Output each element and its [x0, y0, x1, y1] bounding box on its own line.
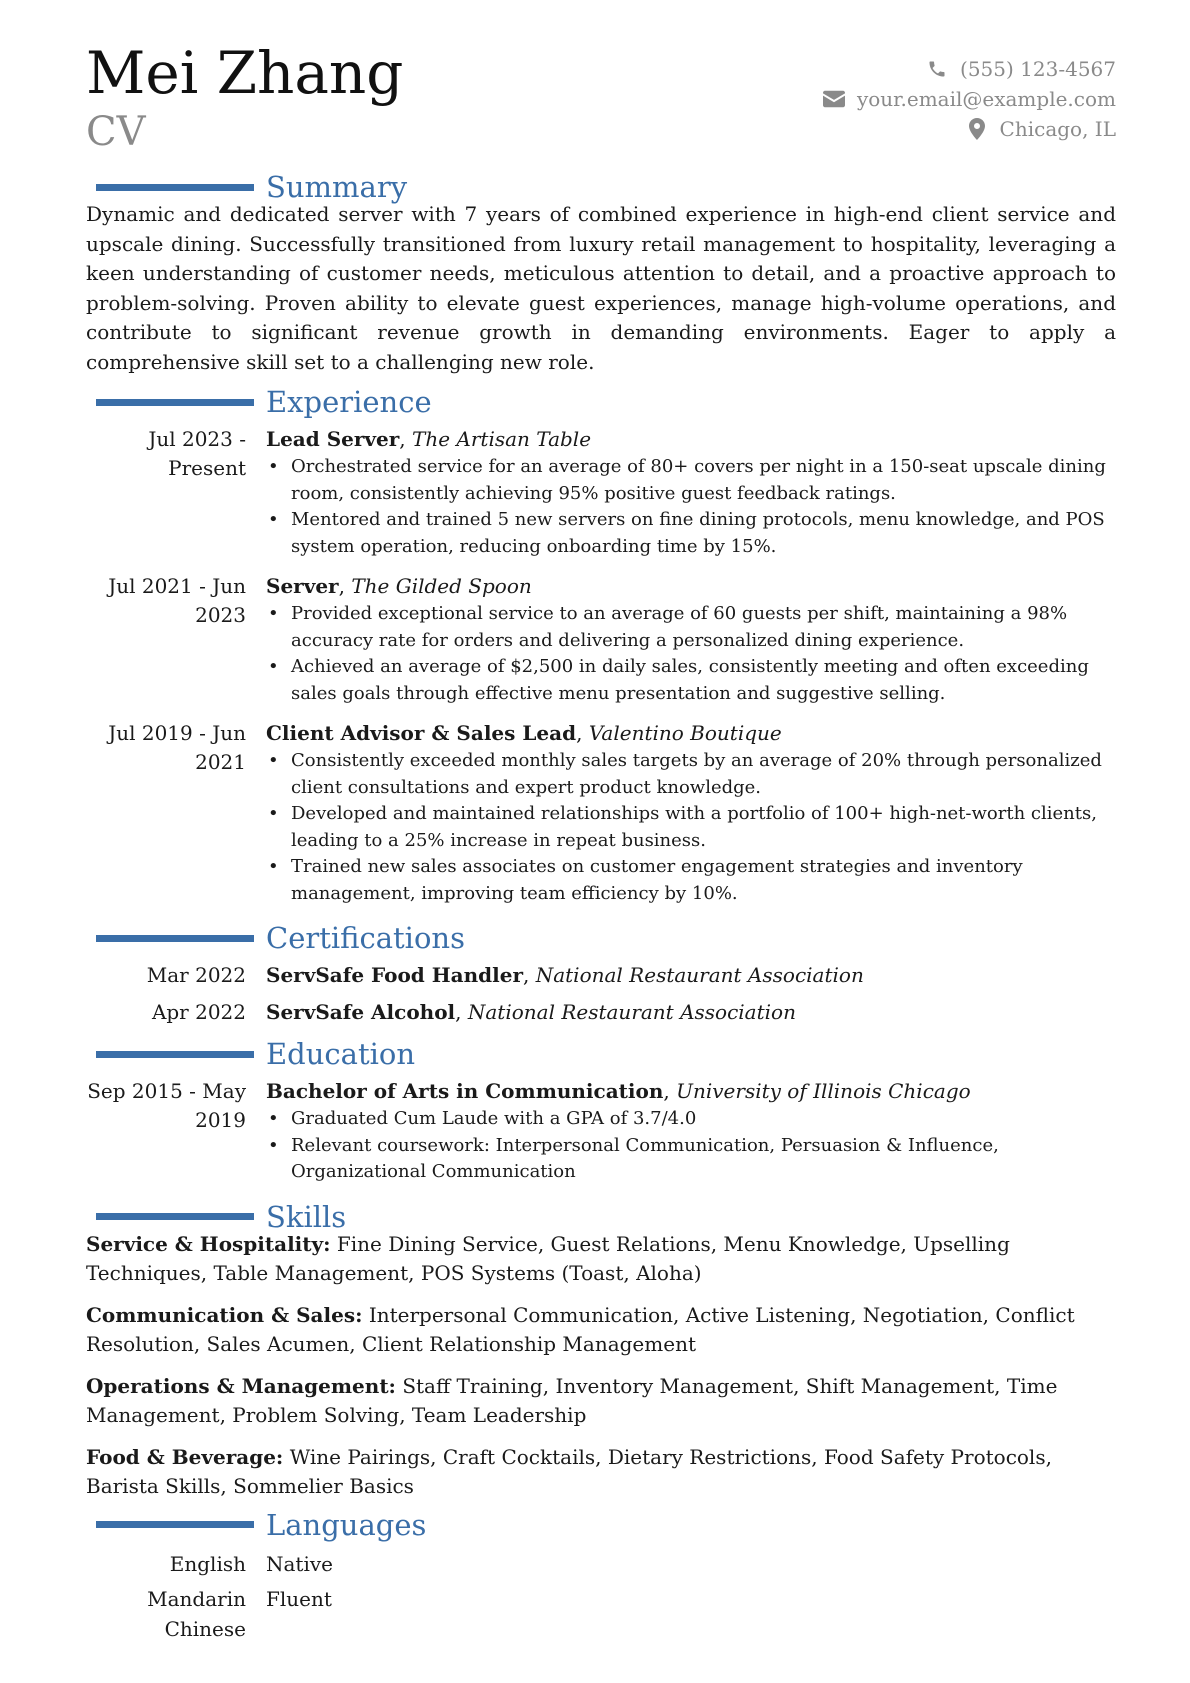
skill-group [86, 1301, 1116, 1360]
skill-label: Operations & Management: [86, 1373, 396, 1398]
entry-body [266, 1077, 1116, 1194]
section-title: Languages [266, 1507, 427, 1542]
cert-name: ServSafe Alcohol [266, 1000, 456, 1024]
experience-entry [86, 572, 1116, 715]
skills-list [86, 1230, 1116, 1502]
skill-label: Service & Hospitality: [86, 1231, 331, 1256]
entry-role: Lead Server [266, 427, 400, 451]
email-text[interactable]: your.email@example.com [856, 87, 1116, 111]
phone-text[interactable]: (555) 123-4567 [960, 57, 1116, 81]
header [86, 40, 1116, 164]
cert-org: National Restaurant Association [535, 963, 864, 987]
skill-group [86, 1443, 1116, 1502]
cert-date: Mar 2022 [146, 963, 246, 987]
bullet-item: • Trained new sales associates on customer engagement strategies and inventory management, improving team efficiency by 10%. [266, 854, 1116, 907]
entry-org: The Gilded Spoon [351, 574, 532, 598]
section-rule [96, 184, 254, 191]
section-title: Summary [266, 170, 408, 204]
skill-items: Fine Dining Service, Guest Relations, Menu Knowledge, Upselling Techniques, Table Management, POS Systems (Toast, Aloha) [86, 1231, 1010, 1285]
cert-org: National Restaurant Association [467, 1000, 796, 1024]
bullet-item: • Developed and maintained relationships with a portfolio of 100+ high-net-worth clients, leading to a 25% increase in repeat business. [266, 801, 1116, 854]
language-entry [86, 1550, 1116, 1580]
entry-org: The Artisan Table [412, 427, 592, 451]
entry-body [266, 425, 1116, 568]
entry-date: Sep 2015 - May 2019 [87, 1079, 246, 1132]
language-name: Mandarin Chinese [147, 1587, 246, 1641]
entry-role: Server [266, 574, 339, 598]
section-title: Certifications [266, 921, 465, 955]
section-rule [96, 399, 254, 406]
cert-title: ServSafe Alcohol, National Restaurant Association [266, 1000, 796, 1024]
section-title: Education [266, 1037, 416, 1071]
section-rule [96, 1213, 254, 1220]
section-title: Skills [266, 1199, 347, 1234]
envelope-icon [823, 88, 845, 110]
section-languages-heading [86, 1506, 1116, 1544]
summary-text: Dynamic and dedicated server with 7 years of combined experience in high-end client service and upscale dining. Successfully transitioned from luxury retail management to hospitality, leveraging a keen understanding of customer needs, meticulous attention to detail, and a proactive approach to problem-solving. Proven ability to elevate guest experiences, manage high-volume operations, and contribute to significant revenue growth in demanding environments. Eager to apply a comprehensive skill set to a challenging new role. [86, 202, 1116, 374]
entry-body [266, 572, 1116, 715]
certification-entry [86, 957, 1116, 994]
language-name: English [169, 1551, 246, 1576]
skill-group [86, 1372, 1116, 1431]
language-entry [86, 1585, 1116, 1644]
contact-location [823, 114, 1116, 144]
map-pin-icon [966, 118, 988, 140]
bullet-item: • Mentored and trained 5 new servers on fine dining protocols, menu knowledge, and POS system operation, reducing onboarding time by 15%. [266, 507, 1116, 560]
entry-date: Jul 2021 - Jun 2023 [108, 574, 246, 627]
skill-group [86, 1230, 1116, 1289]
skill-items: Staff Training, Inventory Management, Shift Management, Time Management, Problem Solving, Team Leadership [86, 1373, 1058, 1427]
skill-items: Wine Pairings, Craft Cocktails, Dietary Restrictions, Food Safety Protocols, Barista Skills, Sommelier Basics [86, 1444, 1052, 1498]
experience-entry [86, 719, 1116, 915]
document-subtitle: CV [86, 109, 146, 155]
bullet-item: • Consistently exceeded monthly sales targets by an average of 20% through personalized client consultations and expert product knowledge. [266, 748, 1116, 801]
cert-date: Apr 2022 [151, 1000, 246, 1024]
experience-entry [86, 425, 1116, 568]
bullet-item: • Orchestrated service for an average of 80+ covers per night in a 150-seat upscale dining room, consistently achieving 95% positive guest feedback ratings. [266, 454, 1116, 507]
phone-icon [926, 58, 948, 80]
certification-entry [86, 994, 1116, 1031]
section-experience-heading [86, 383, 1116, 421]
contact-phone [823, 54, 1116, 84]
cv-page [86, 40, 1116, 1644]
entry-degree: Bachelor of Arts in Communication [266, 1079, 664, 1103]
entry-org: Valentino Boutique [588, 721, 782, 745]
skill-items: Interpersonal Communication, Active Listening, Negotiation, Conflict Resolution, Sales Acumen, Client Relationship Management [86, 1302, 1075, 1356]
bullet-item: • Achieved an average of $2,500 in daily sales, consistently meeting and often exceeding sales goals through effective menu presentation and suggestive selling. [266, 654, 1116, 707]
section-rule [96, 935, 254, 942]
entry-title: Client Advisor & Sales Lead, Valentino Boutique [266, 721, 782, 745]
contact-email [823, 84, 1116, 114]
bullet-item: • Relevant coursework: Interpersonal Communication, Persuasion & Influence, Organizational Communication [266, 1133, 1116, 1186]
section-certifications-heading [86, 919, 1116, 957]
entry-bullets [266, 601, 1116, 707]
location-text: Chicago, IL [999, 117, 1116, 141]
entry-bullets [266, 748, 1116, 907]
entry-title: Lead Server, The Artisan Table [266, 427, 592, 451]
section-rule [96, 1521, 254, 1528]
entry-bullets [266, 1106, 1116, 1186]
skill-label: Food & Beverage: [86, 1444, 284, 1469]
cert-name: ServSafe Food Handler [266, 963, 523, 987]
skill-label: Communication & Sales: [86, 1302, 363, 1327]
contact-info [823, 54, 1116, 144]
entry-body [266, 719, 1116, 915]
language-level: Fluent [266, 1587, 332, 1611]
entry-title: Server, The Gilded Spoon [266, 574, 532, 598]
section-rule [96, 1051, 254, 1058]
person-name: Mei Zhang [86, 39, 404, 107]
entry-org: University of Illinois Chicago [676, 1079, 971, 1103]
section-title: Experience [266, 385, 432, 419]
entry-title: Bachelor of Arts in Communication, University of Illinois Chicago [266, 1079, 971, 1103]
bullet-item: • Graduated Cum Laude with a GPA of 3.7/4.0 [266, 1106, 1116, 1133]
entry-bullets [266, 454, 1116, 560]
cert-title: ServSafe Food Handler, National Restaurant Association [266, 963, 864, 987]
bullet-item: • Provided exceptional service to an average of 60 guests per shift, maintaining a 98% accuracy rate for orders and delivering a personalized dining experience. [266, 601, 1116, 654]
entry-role: Client Advisor & Sales Lead [266, 721, 577, 745]
entry-date: Jul 2019 - Jun 2021 [108, 721, 246, 774]
entry-date: Jul 2023 - Present [148, 427, 246, 480]
section-education-heading [86, 1035, 1116, 1073]
language-level: Native [266, 1551, 333, 1576]
education-entry [86, 1077, 1116, 1194]
